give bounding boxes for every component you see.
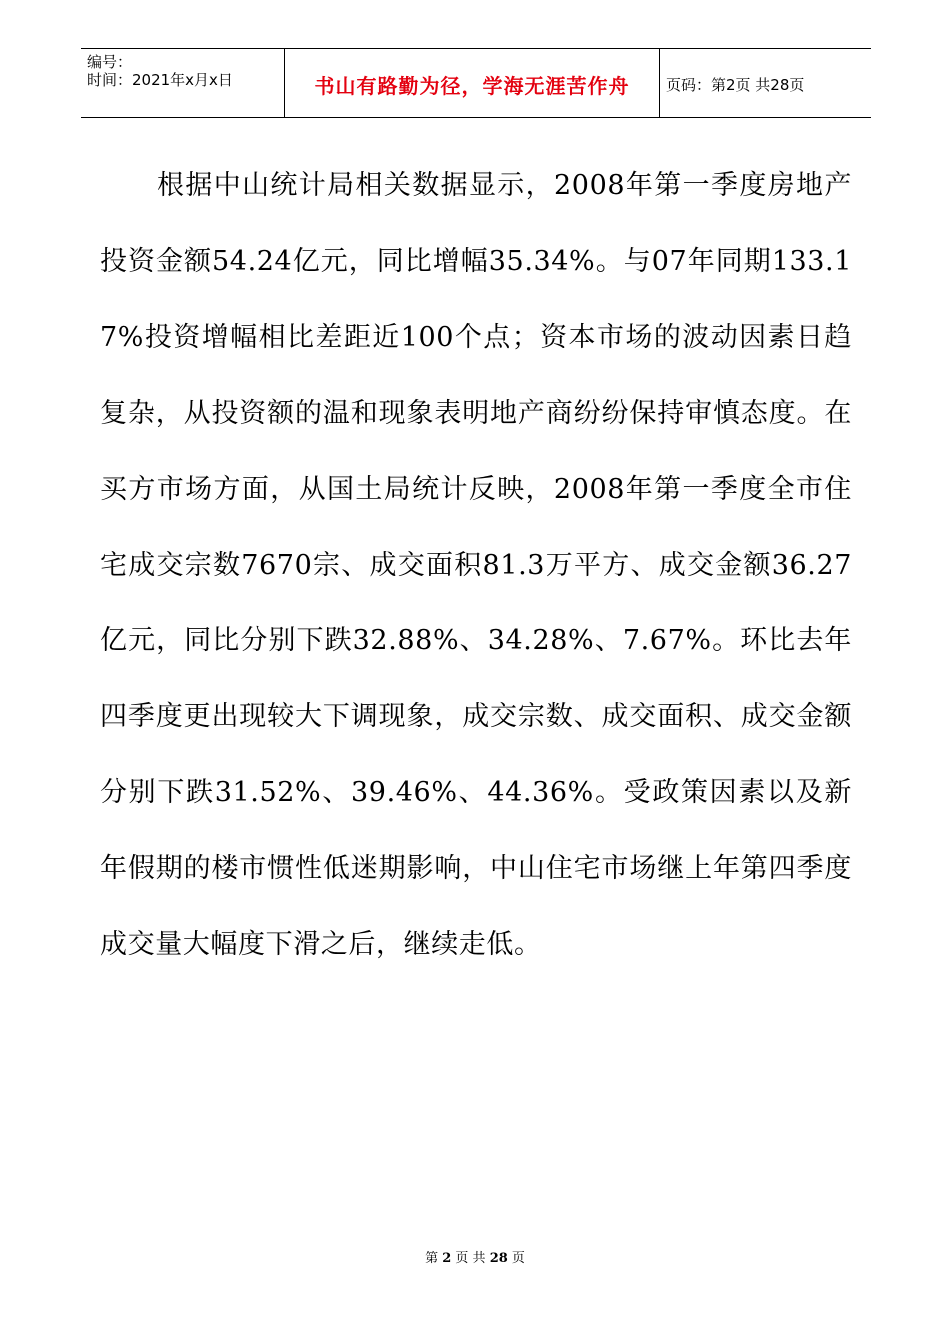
body-paragraph: 根据中山统计局相关数据显示，2008年第一季度房地产投资金额54.24亿元，同比增幅35.34%。与07年同期133.17%投资增幅相比差距近100个点；资本市场的波动因素日趋复杂，从投资额的温和现象表明地产商纷纷保持审慎态度。在买方市场方面，从国土局统计反映，2008年第一季度全市住宅成交宗数7670宗、成交面积81.3万平方、成交金额36.27亿元，同比分别下跌32.88%、34.28%、7.67%。环比去年四季度更出现较大下调现象，成交宗数、成交面积、成交金额分别下跌31.52%、39.46%、44.36%。受政策因素以及新年假期的楼市惯性低迷期影响，中山住宅市场继上年第四季度成交量大幅度下滑之后，继续走低。 xyxy=(100,170,852,961)
header-page-info: 页码：第2页 共28页 xyxy=(666,76,805,94)
footer-middle: 页 共 xyxy=(455,1251,486,1266)
header-divider-right xyxy=(659,49,660,117)
header-divider-left xyxy=(284,49,285,117)
footer-total-pages: 28 xyxy=(489,1251,508,1266)
footer-suffix: 页 xyxy=(511,1251,525,1266)
document-number-label: 编号： xyxy=(87,53,133,71)
page-header xyxy=(81,48,871,118)
header-motto: 书山有路勤为径，学海无涯苦作舟 xyxy=(314,74,630,98)
header-meta xyxy=(87,53,287,89)
footer-prefix: 第 xyxy=(425,1251,439,1266)
document-time-label: 时间：2021年x月x日 xyxy=(87,71,233,89)
page-footer xyxy=(0,1247,950,1266)
footer-current-page: 2 xyxy=(442,1251,452,1266)
